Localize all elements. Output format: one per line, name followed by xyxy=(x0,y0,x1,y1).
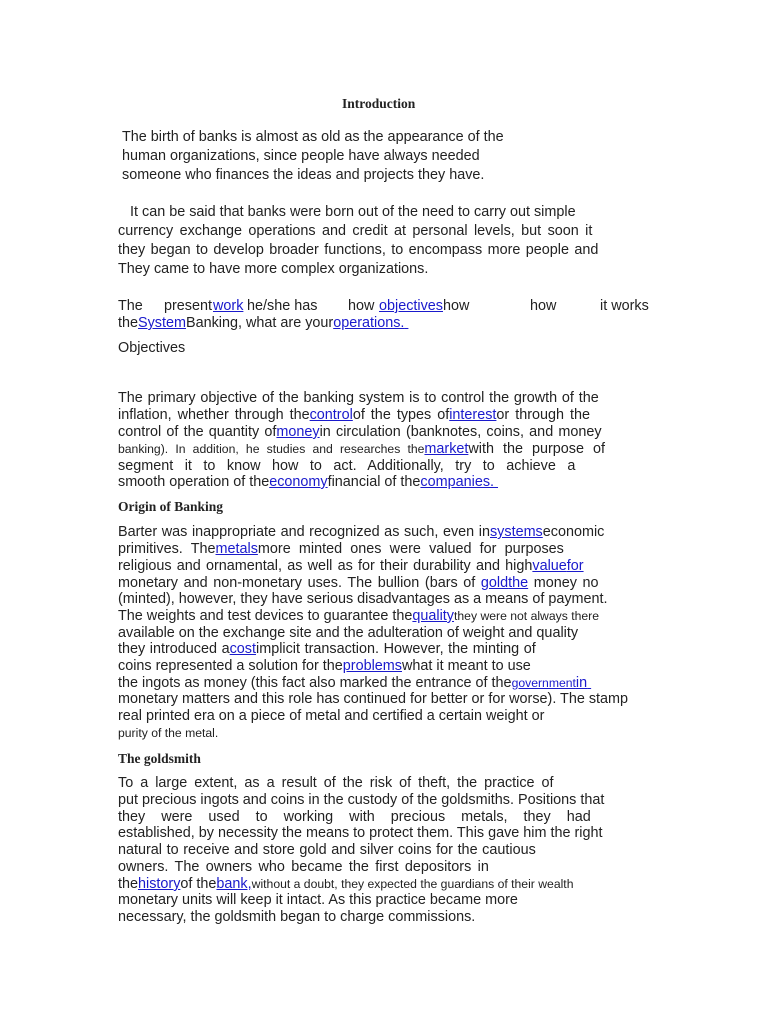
text-line: monetary units will keep it intact. As this practice became more xyxy=(118,892,518,908)
text-line: currency exchange operations and credit at personal levels, but soon it xyxy=(118,223,593,239)
text-line: owners. The owners who became the first depositors in xyxy=(118,859,489,875)
text-line: They came to have more complex organizations. xyxy=(118,261,429,277)
link-in[interactable]: in xyxy=(575,675,588,691)
link-control[interactable]: control xyxy=(309,407,353,423)
text-line: It can be said that banks were born out of the need to carry out simple xyxy=(130,204,576,220)
text-line: The birth of banks is almost as old as the appearance of the xyxy=(122,129,504,145)
text-line: purity of the metal. xyxy=(118,726,219,740)
text-line: necessary, the goldsmith began to charge commissions. xyxy=(118,909,476,925)
text-line: put precious ingots and coins in the custody of the goldsmiths. Positions that xyxy=(118,792,605,808)
text-line: natural to receive and store gold and silver coins for the cautious xyxy=(118,842,536,858)
link-work[interactable]: work xyxy=(213,298,244,314)
text-line: they introduced acostimplicit transaction. However, the minting of xyxy=(118,641,536,657)
link-economy[interactable]: economy xyxy=(269,474,328,490)
text-line: the ingots as money (this fact also marked the entrance of thegovernmentin xyxy=(118,675,609,692)
link-history[interactable]: history xyxy=(138,876,181,892)
link-metals[interactable]: metals xyxy=(215,541,258,557)
link-interest[interactable]: interest xyxy=(449,407,497,423)
link-value[interactable]: value xyxy=(532,558,567,574)
link-bank[interactable]: bank, xyxy=(216,876,252,892)
heading-the-goldsmith: The goldsmith xyxy=(118,751,201,766)
text-line: primitives. Themetalsmore minted ones were valued for purposes xyxy=(118,541,564,557)
link-objectives[interactable]: objectives xyxy=(379,298,443,314)
text-line: real printed era on a piece of metal and certified a certain weight or xyxy=(118,708,545,724)
text-line: To a large extent, as a result of the risk of theft, the practice of xyxy=(118,775,554,791)
link-operations[interactable]: operations. xyxy=(333,315,405,331)
text-line: available on the exchange site and the adulteration of weight and quality xyxy=(118,625,579,641)
text-line: segment it to know how to act. Additionally, try to achieve a xyxy=(118,458,576,474)
text-line: (minted), however, they have serious disadvantages as a means of payment. xyxy=(118,591,608,607)
text-line: someone who finances the ideas and projects they have. xyxy=(122,167,485,183)
text-line: control of the quantity ofmoneyin circulation (banknotes, coins, and money xyxy=(118,424,602,440)
link-problems[interactable]: problems xyxy=(342,658,402,674)
text-line: The weights and test devices to guarantee thequalitythey were not always there xyxy=(118,608,599,624)
heading-origin-of-banking: Origin of Banking xyxy=(118,499,224,514)
link-for[interactable]: for xyxy=(566,558,584,574)
link-money[interactable]: money xyxy=(276,424,320,440)
link-system[interactable]: System xyxy=(138,315,186,331)
page-title: Introduction xyxy=(342,96,416,111)
text-line: they were used to working with precious metals, they had xyxy=(118,809,591,825)
link-government[interactable]: government xyxy=(511,676,576,690)
text-line: human organizations, since people have always needed xyxy=(122,148,480,164)
text-line: The primary objective of the banking system is to control the growth of the xyxy=(118,390,599,406)
link-gold[interactable]: gold xyxy=(480,575,509,591)
text-line: coins represented a solution for theproblemswhat it meant to use xyxy=(118,658,531,674)
document-page: Introduction The birth of banks is almost as old as the appearance of the human organizations, since people have always needed someone who finances the ideas and projects they have. It can be said that banks were born out of the need to carry out simple currency exchange operations and credit at personal levels, but soon it they began to develop broader functions, to encompass more people and They came to have more complex organizations. The present work he/she has how objectives how how it works theSystemBanking, what are youroperations. Objectives The primary objective of the banking system is to control the growth of the inflation, whether through thecontrolof the types ofinterestor through the control of the quantity ofmoneyin circulation (banknotes, coins, and money banking). In addition, he studies and researches themarketwith the purpose of segment it to know how to act. Additionally, try to achieve a smooth operation of theeconomyfinancial of thecompanies. Origin of Banking Barter was inappropriate and recognized as such, even insystemseconomic primitives. Themetalsmore minted ones were valued for purposes religious and ornamental, as well as for their durability and highvaluefor monetary and non-monetary uses. The bullion (bars of goldthe money no (minted), however, they have serious disadvantages as a means of payment. The weights and test devices to guarantee thequalitythey were not always there available on the exchange site and the adulteration of weight and quality they introduced acostimplicit transaction. However, the minting of coins represented a solution for theproblemswhat it meant to use the ingots as money (this fact also marked the entrance of thegovernmentin monetary matters and this role has continued for better or for worse). The stamp real printed era on a piece of metal and certified a certain weight or purity of the metal. The goldsmith To a large extent, as a result of the risk of theft, the practice of put precious ingots and coins in the custody of the goldsmiths. Positions that they were used to working with precious metals, they had established, by necessity the means to protect them. This gave him the right natural to receive and store gold and silver coins for the cautious owners. The owners who became the first depositors in thehistoryof thebank,without a doubt, they expected the guardians of their wealth monetary units will keep it intact. As this practice became more necessary, the goldsmith began to charge commissions. xyxy=(0,0,768,1024)
link-market[interactable]: market xyxy=(424,441,469,457)
link-trailing-space xyxy=(587,675,609,692)
section-label-objectives: Objectives xyxy=(118,340,186,356)
text-line: inflation, whether through thecontrolof the types ofinterestor through the xyxy=(118,407,591,423)
link-cost[interactable]: cost xyxy=(229,641,257,657)
link-quality[interactable]: quality xyxy=(412,608,455,624)
text-line: smooth operation of theeconomyfinancial of thecompanies. xyxy=(118,474,538,491)
link-trailing-space xyxy=(404,315,436,332)
link-trailing-space xyxy=(494,474,538,491)
link-systems[interactable]: systems xyxy=(489,524,543,540)
text-line: banking). In addition, he studies and researches themarketwith the purpose of xyxy=(118,441,606,457)
text-line: they began to develop broader functions, to encompass more people and xyxy=(118,242,599,258)
text-line: monetary and non-monetary uses. The bullion (bars of goldthe money no xyxy=(118,575,599,591)
link-the[interactable]: the xyxy=(508,575,529,591)
text-line: monetary matters and this role has continued for better or for worse). The stamp xyxy=(118,691,629,707)
text-line: thehistoryof thebank,without a doubt, they expected the guardians of their wealth xyxy=(118,876,574,892)
text-line: religious and ornamental, as well as for their durability and highvaluefor xyxy=(118,558,584,574)
text-line: Barter was inappropriate and recognized as such, even insystemseconomic xyxy=(118,524,605,540)
link-companies[interactable]: companies. xyxy=(420,474,495,490)
text-line: established, by necessity the means to protect them. This gave him the right xyxy=(118,825,603,841)
text-line: theSystemBanking, what are youroperations. xyxy=(118,315,436,332)
